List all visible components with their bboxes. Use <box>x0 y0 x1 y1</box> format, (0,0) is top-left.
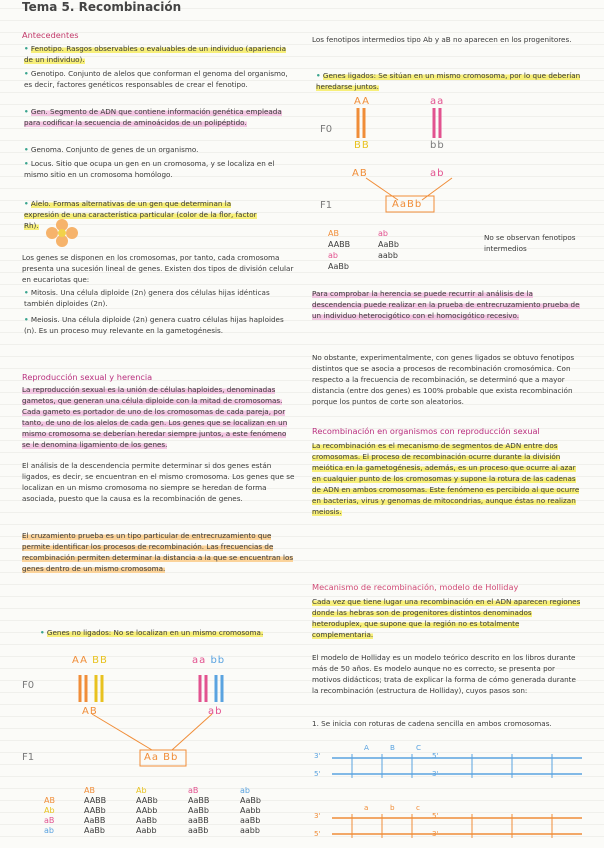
gamete-right-2 <box>430 168 444 179</box>
punnett-cell: Aabb <box>136 826 157 835</box>
strand-letter: a <box>364 803 369 812</box>
f0-label: F0 <box>22 680 35 691</box>
punnett-cell: AaBb <box>240 796 261 805</box>
f1-label-right: F1 <box>320 200 333 211</box>
bullet-genotipo: • Genotipo. Conjunto de alelos que conforman el genoma del organismo, es decir, factores genéticos responsables de crear el fenotipo. <box>24 69 288 89</box>
parent-1-alleles <box>72 655 108 666</box>
para-text: Para comprobar la herencia se puede recurrir al análisis de la descendencia puede realizar en la prueba de entrecruzamiento prueba de un individuo heterocigótico con el homocigótico recesivo. <box>312 289 580 320</box>
repro-text: El cruzamiento prueba es un tipo particular de entrecruzamiento que permite identificar los procesos de recombinación. Las frecuencias de recombinación permiten determinar la distancia a la que se encuentran los genes dentro de un mismo cromosoma. <box>22 531 294 573</box>
bullet-fenotipo: • Fenotipo. Rasgos observables o evaluables de un individuo (apariencia de un individuo). <box>24 44 286 64</box>
punnett-header: Ab <box>136 786 147 795</box>
bullet-text: Alelo. Formas alternativas de un gen que determinan la expresión de una característica particular (color de la flor, factor Rh). <box>24 199 257 230</box>
strand-end-label: 5' <box>432 751 439 760</box>
gamete-1 <box>82 706 98 717</box>
para-no-obstante: No obstante, experimentalmente, con genes ligados se obtuvo fenotipos distintos que se asocia a procesos de recombinación cromosómica. Con respecto a la frecuencia de recombinación, se determinó que a mayor distancia (entre dos genes) es 100% probable que exista recombinación porque los puntos de corte son aleatorios. <box>312 353 575 406</box>
punnett-corner <box>44 786 84 796</box>
hybrid-text: Aa Bb <box>144 752 179 763</box>
punnett-cell: aaBB <box>188 816 209 825</box>
f1-cell: AaBb <box>378 240 399 249</box>
strand-letter: C <box>416 743 422 752</box>
f1-grid <box>328 228 478 272</box>
repro-text: La reproducción sexual es la unión de células haploides, denominadas gametos, que generan una célula diploide con la mitad de cromosomas. Cada gameto es portador de uno de los cromosomas de cada pareja, por tanto, de uno de los alelos de cada gen. Los genes que se localizan en un mismo cromosoma se deberían heredar siempre juntos, a este fenómeno se le denomina ligamiento de los genes. <box>22 385 288 449</box>
punnett-cell: AaBb <box>136 816 157 825</box>
note-text: Genes ligados: Se sitúan en un mismo cromosoma, por lo que deberían heredarse juntos. <box>316 71 581 91</box>
recomb-text: La recombinación es el mecanismo de segmentos de ADN entre dos cromosomas. El proceso de recombinación ocurre durante la división meiótica en la gametogénesis, además, es un proceso que ocurre al azar en cualquier punto de los cromosomas y supone la rotura de las cadenas de ADN en ambos cromosomas. Este fenómeno es percibido al que ocurre en bacterias, virus y genomas de mitocondrias, aunque éstas no realizan meiosis. <box>312 441 580 516</box>
hybrid-label <box>144 752 178 763</box>
bullet-text: Fenotipo. Rasgos observables o evaluables de un individuo (apariencia de un individuo). <box>24 44 286 64</box>
intro-paragraph: Los fenotipos intermedios tipo Ab y aB no aparecen en los progenitores. <box>312 35 572 44</box>
strand-letter: c <box>416 803 420 812</box>
bullet-genoma: • Genoma. Conjunto de genes de un organismo. <box>24 145 199 154</box>
bullet-text: Genotipo. Conjunto de alelos que conforman el genoma del organismo, es decir, factores genéticos responsables de crear el fenotipo. <box>24 69 288 89</box>
bullet-mitosis: • Mitosis. Una célula diploide (2n) genera dos células hijas idénticas también diploides (2n). <box>24 288 270 308</box>
f1-cell <box>378 261 428 272</box>
f1-cell: aabb <box>378 251 398 260</box>
repro-paragraph-3 <box>22 530 296 574</box>
punnett-cell: aabb <box>240 826 260 835</box>
strand-end-label: 5' <box>432 811 439 820</box>
bullet-text: Gen. Segmento de ADN que contiene información genética empleada para codificar la secuencia de aminoácidos de un polipéptido. <box>24 107 282 127</box>
parent-2-alleles <box>192 655 225 666</box>
punnett-header: aB <box>188 786 199 795</box>
recomb-heading: Recombinación en organismos con reproducción sexual <box>312 426 540 436</box>
holliday-strands-diagram <box>312 742 592 846</box>
punnett-row-label: ab <box>44 826 54 835</box>
strand-end-label: 5' <box>314 829 321 838</box>
chrom-a-top <box>354 96 370 107</box>
holliday-paragraph-2: El modelo de Holliday es un modelo teórico descrito en los libros durante más de 50 años. Es modelo aunque no es correcto, se presenta por motivos didácticos; trata de explicar la forma de cómo generada durante la recombinación (estructura de Holliday), cuyos pasos son: <box>312 653 576 695</box>
punnett-cell: AABb <box>84 806 106 815</box>
ligados-note: • Genes ligados: Se sitúan en un mismo cromosoma, por lo que deberían heredarse juntos. <box>316 71 581 91</box>
strand-end-label: 3' <box>314 811 321 820</box>
holliday-text: Cada vez que tiene lugar una recombinación en el ADN aparecen regiones donde las hebras son de progenitores distintos denominados heteroduplex, que supone que la región no es totalmente complementaria. <box>312 597 581 639</box>
gamete-text: AB <box>352 168 368 179</box>
hybrid-right <box>392 199 422 210</box>
punnett-cell: AaBb <box>188 806 209 815</box>
punnett-row <box>44 796 294 806</box>
paragraph-genes: Los genes se disponen en los cromosomas, por tanto, cada cromosoma presenta una sucesión lineal de genes. Existen dos tipos de división celular en eucariotas que: <box>22 253 294 284</box>
f0-label-right: F0 <box>320 124 333 135</box>
punnett-cell: AaBB <box>84 816 106 825</box>
repro-paragraph-2: El análisis de la descendencia permite determinar si dos genes están ligados, es decir, se encuentran en el mismo cromosoma. Los genes que se localizan en un mismo cromosoma no siempre se heredan de forma asociada, puesto que la causa es la recombinación de genes. <box>22 461 295 503</box>
bullet-text: Mitosis. Una célula diploide (2n) genera dos células hijas idénticas también diploides (2n). <box>24 288 270 308</box>
allele: bb <box>430 140 445 151</box>
bullet-text: Genoma. Conjunto de genes de un organismo. <box>30 145 199 154</box>
f1-grid-row <box>328 228 478 239</box>
repro-paragraph-1 <box>22 384 296 450</box>
f1-grid-row <box>328 250 478 261</box>
punnett-cell: aaBb <box>240 816 261 825</box>
f1-note: No se observan fenotipos intermedios <box>484 233 576 253</box>
strand-letter: A <box>364 743 369 752</box>
gamete-text: ab <box>208 706 223 717</box>
punnett-table <box>44 786 294 836</box>
punnett-cell: Aabb <box>240 806 261 815</box>
bullet-locus: • Locus. Sitio que ocupa un gen en un cromosoma, y se localiza en el mismo sitio en un cromosoma homólogo. <box>24 159 275 179</box>
punnett-row <box>44 806 294 816</box>
note-text: Genes no ligados: No se localizan en un mismo cromosoma. <box>46 628 264 637</box>
punnett-cell: AABB <box>84 796 107 805</box>
punnett-row <box>44 826 294 836</box>
repro-heading: Reproducción sexual y herencia <box>22 372 153 382</box>
bullet-gen: • Gen. Segmento de ADN que contiene información genética empleada para codificar la secuencia de aminoácidos de un polipéptido. <box>24 107 282 127</box>
punnett-cell: AaBB <box>188 796 210 805</box>
gamete-text: ab <box>430 168 445 179</box>
bullet-text: Meiosis. Una célula diploide (2n) genera cuatro células hijas haploides (n). Es un proceso muy relevante en la gametogénesis. <box>24 315 284 335</box>
punnett-header: AB <box>84 786 95 795</box>
punnett-cell: AaBb <box>84 826 105 835</box>
f1-cell: ab <box>378 229 388 238</box>
f1-cell: AB <box>328 229 339 238</box>
strand-end-label: 3' <box>432 769 439 778</box>
antecedentes-heading: Antecedentes <box>22 30 79 40</box>
para-prueba <box>312 288 582 321</box>
allele: bb <box>210 655 226 666</box>
allele: BB <box>354 140 370 151</box>
holliday-step-1: 1. Se inicia con roturas de cadena sencilla en ambos cromosomas. <box>312 719 552 728</box>
punnett-cell: AAbb <box>136 806 158 815</box>
cross-diagram-left <box>62 670 282 780</box>
bullet-text: Locus. Sitio que ocupa un gen en un cromosoma, y se localiza en el mismo sitio en un cromosoma homólogo. <box>24 159 275 179</box>
page-title: Tema 5. Recombinación <box>22 0 182 14</box>
gamete-text: AB <box>82 706 98 717</box>
flower-icon <box>42 215 82 251</box>
bullet-alelo: • Alelo. Formas alternativas de un gen que determinan la expresión de una característica particular (color de la flor, factor Rh). <box>24 199 257 230</box>
no-ligados-note: • Genes no ligados: No se localizan en un mismo cromosoma. <box>40 628 264 637</box>
chrom-b-top <box>430 96 444 107</box>
punnett-row-label: aB <box>44 816 55 825</box>
punnett-row-label: AB <box>44 796 55 805</box>
strand-end-label: 3' <box>432 829 439 838</box>
allele: BB <box>92 655 108 666</box>
holliday-heading: Mecanismo de recombinación, modelo de Holliday <box>312 582 519 592</box>
allele: AA <box>72 655 88 666</box>
f1-grid-row <box>328 239 478 250</box>
holliday-paragraph-1 <box>312 596 582 640</box>
hybrid-text: AaBb <box>392 199 423 210</box>
strand-end-label: 3' <box>314 751 321 760</box>
punnett-cell: aaBb <box>188 826 209 835</box>
punnett-row <box>44 816 294 826</box>
recomb-paragraph <box>312 440 582 517</box>
strand-letter: B <box>390 743 395 752</box>
strand-end-label: 5' <box>314 769 321 778</box>
gamete-right-1 <box>352 168 368 179</box>
gamete-2 <box>208 706 222 717</box>
punnett-cell: AABb <box>136 796 158 805</box>
f1-cell: AaBb <box>328 262 349 271</box>
punnett-row-label: Ab <box>44 806 55 815</box>
strand-letter: b <box>390 803 395 812</box>
punnett-header-row <box>44 786 294 796</box>
allele: aa <box>192 655 207 666</box>
f1-cell: ab <box>328 251 338 260</box>
allele: aa <box>430 96 445 107</box>
allele: AA <box>354 96 370 107</box>
f1-label: F1 <box>22 752 35 763</box>
f1-grid-row <box>328 261 478 272</box>
f1-cell: AABB <box>328 240 351 249</box>
punnett-header: ab <box>240 786 250 795</box>
bullet-meiosis: • Meiosis. Una célula diploide (2n) genera cuatro células hijas haploides (n). Es un proceso muy relevante en la gametogénesis. <box>24 315 284 335</box>
